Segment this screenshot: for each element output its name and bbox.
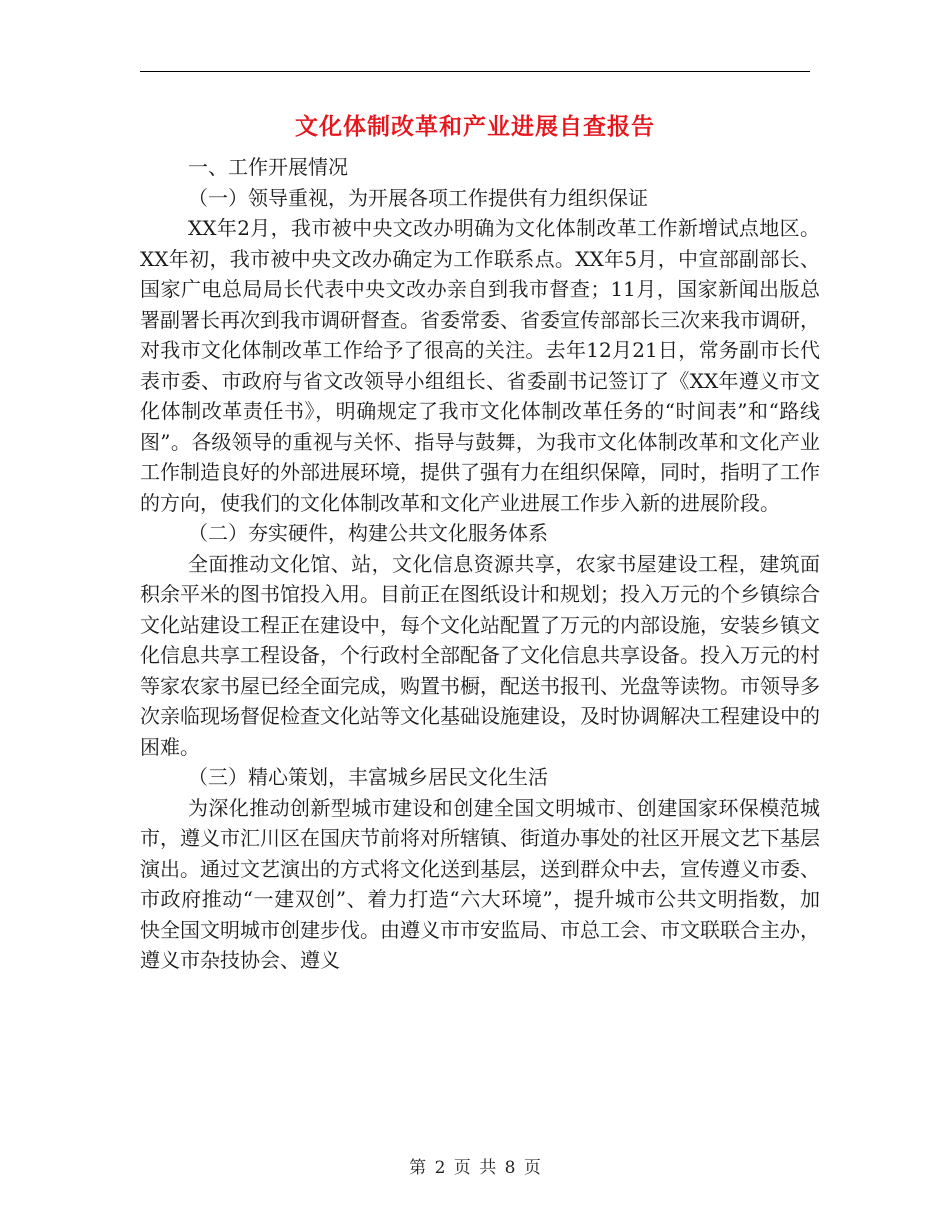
section-heading-1: 一、工作开展情况 xyxy=(188,155,348,179)
header-rule xyxy=(140,71,810,72)
document-title: 文化体制改革和产业进展自查报告 xyxy=(295,113,655,140)
subsection-heading-1: （一）领导重视，为开展各项工作提供有力组织保证 xyxy=(188,185,648,210)
paragraph-1: XX年2月，我市被中央文改办明确为文化体制改革工作新增试点地区。XX年初，我市被中央文改办确定为工作联系点。XX年5月，中宣部副部长、国家广电总局局长代表中央文改办亲自到我市督查；11月，国家新闻出版总署副署长再次到我市调研督查。省委常委、省委宣传部部长三次来我市调研，对我市文化体制改革工作给予了很高的关注。去年12月21日，常务副市长代表市委、市政府与省文改领导小组组长、省委副书记签订了《XX年遵义市文化体制改革责任书》，明确规定了我市文化体制改革任务的“时间表”和“路线图”。各级领导的重视与关怀、指导与鼓舞，为我市文化体制改革和文化产业工作制造良好的外部进展环境，提供了强有力在组织保障，同时，指明了工作的方向，使我们的文化体制改革和文化产业进展工作步入新的进展阶段。 xyxy=(140,216,820,515)
document-body xyxy=(140,152,820,976)
subsection-heading-3: （三）精心策划，丰富城乡居民文化生活 xyxy=(188,765,548,789)
page-footer: 第 2 页 共 8 页 xyxy=(409,1158,541,1178)
paragraph-2: 全面推动文化馆、站，文化信息资源共享，农家书屋建设工程，建筑面积余平米的图书馆投入用。目前正在图纸设计和规划；投入万元的个乡镇综合文化站建设工程正在建设中，每个文化站配置了万元的内部设施，安装乡镇文化信息共享工程设备，个行政村全部配备了文化信息共享设备。投入万元的村等家农家书屋已经全面完成，购置书橱，配送书报刊、光盘等读物。市领导多次亲临现场督促检查文化站等文化基础设施建设，及时协调解决工程建设中的困难。 xyxy=(140,551,820,759)
subsection-heading-2: （二）夯实硬件，构建公共文化服务体系 xyxy=(188,521,548,545)
paragraph-3: 为深化推动创新型城市建设和创建全国文明城市、创建国家环保模范城市，遵义市汇川区在国庆节前将对所辖镇、街道办事处的社区开展文艺下基层演出。通过文艺演出的方式将文化送到基层，送到群众中去，宣传遵义市委、市政府推动“一建双创”、着力打造“六大环境”，提升城市公共文明指数，加快全国文明城市创建步伐。由遵义市市安监局、市总工会、市文联联合主办，遵义市杂技协会、遵义 xyxy=(140,795,820,972)
